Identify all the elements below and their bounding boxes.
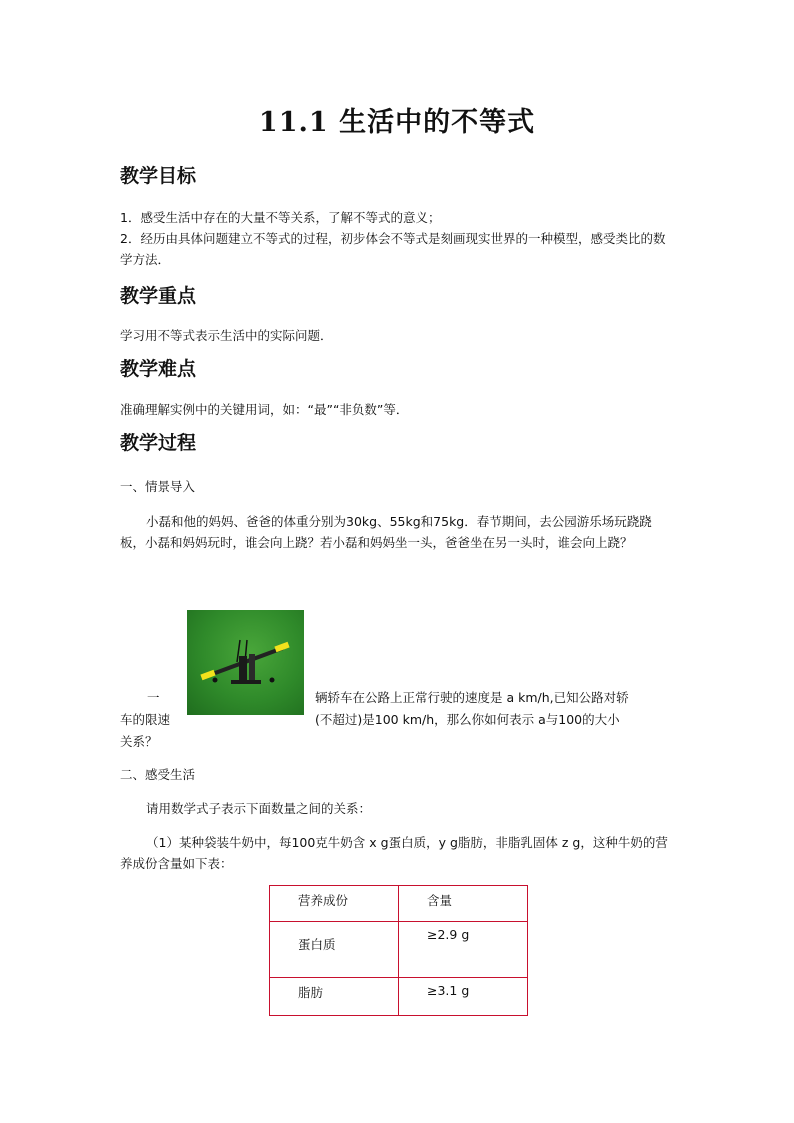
objective-item-1: 1．感受生活中存在的大量不等关系，了解不等式的意义；	[120, 210, 441, 225]
table-header-content: 含量	[427, 893, 453, 908]
part1-paragraph: 小磊和他的妈妈、爸爸的体重分别为30kg、55kg和75kg．春节期间，去公园游乐场玩跷跷板，小磊和妈妈玩时，谁会向上跷？若小磊和妈妈坐一头，爸爸坐在另一头时，谁会向上跷？	[120, 514, 652, 550]
objectives-list	[120, 207, 676, 270]
table-row	[270, 886, 528, 922]
car-line2-right: (不超过)是100 km/h，那么你如何表示 a与100的大小	[315, 712, 620, 727]
heading-process: 教学过程	[120, 432, 197, 454]
nutrition-table	[269, 885, 528, 1016]
key-points-text: 学习用不等式表示生活中的实际问题．	[120, 328, 333, 343]
car-line-right: 辆轿车在公路上正常行驶的速度是 a km/h,已知公路对轿	[315, 690, 629, 705]
difficulties-text: 准确理解实例中的关键用词，如：“最”“非负数”等．	[120, 402, 409, 417]
part2-item1: （1）某种袋装牛奶中，每100克牛奶含 x g蛋白质，y g脂肪，非脂乳固体 z g，这种牛奶的营养成份含量如下表：	[120, 835, 668, 871]
objective-item-2: 2．经历由具体问题建立不等式的过程，初步体会不等式是刻画现实世界的一种模型，感受类比的数学方法．	[120, 231, 666, 267]
table-cell: ≥2.9 g	[427, 927, 470, 942]
table-header-nutrient: 营养成份	[298, 893, 349, 908]
heading-key-points: 教学重点	[120, 285, 197, 307]
car-line3: 关系？	[120, 734, 158, 749]
car-line2-left: 车的限速	[120, 712, 171, 727]
heading-difficulties: 教学难点	[120, 358, 197, 380]
table-row	[270, 922, 528, 978]
heading-objectives: 教学目标	[120, 165, 197, 187]
part1-title: 一、情景导入	[120, 479, 196, 494]
page-title: 11.1 生活中的不等式	[258, 107, 536, 138]
table-cell: 蛋白质	[298, 937, 336, 952]
car-line-start: 一	[147, 690, 160, 705]
seesaw-photo	[187, 610, 304, 715]
part2-intro: 请用数学式子表示下面数量之间的关系：	[146, 801, 372, 816]
table-cell: 脂肪	[298, 985, 324, 1000]
table-row	[270, 978, 528, 1016]
table-cell: ≥3.1 g	[427, 983, 470, 998]
part2-title: 二、感受生活	[120, 767, 196, 782]
